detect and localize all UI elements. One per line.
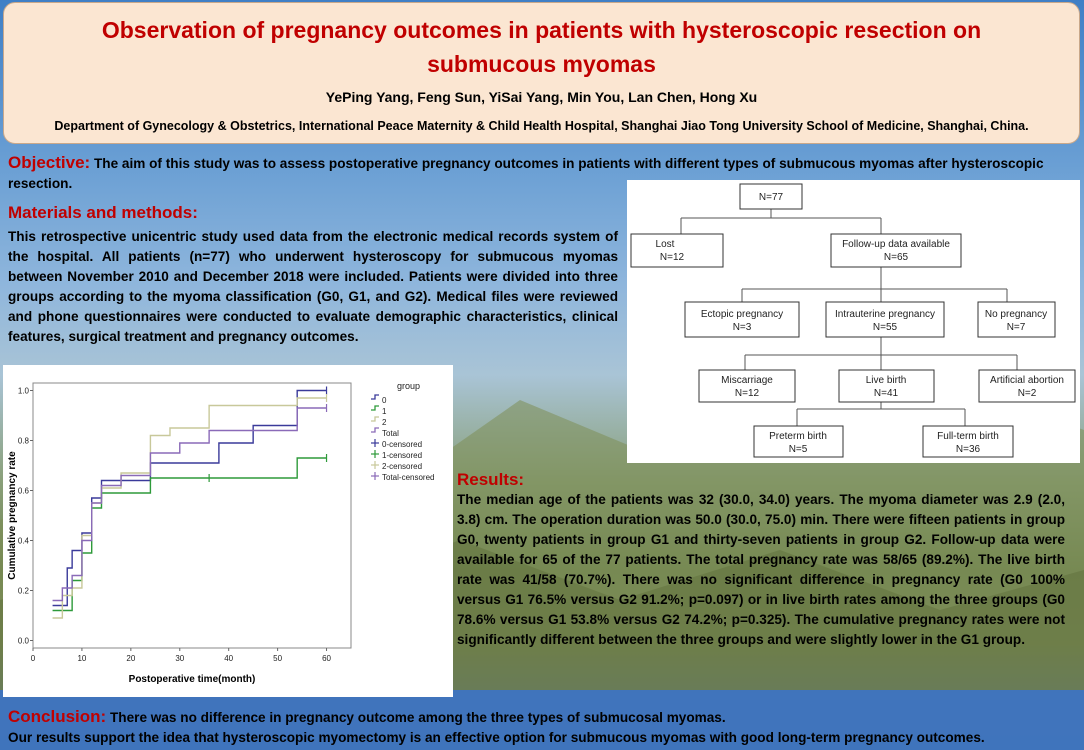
results-heading: Results: [457, 470, 525, 489]
conclusion-heading: Conclusion: [8, 707, 107, 726]
legend-entry: 0 [382, 396, 387, 405]
affiliation: Department of Gynecology & Obstetrics, International Peace Maternity & Child Health Hospital, Shanghai Jiao Tong University School of Medicine, Shanghai, China. [54, 119, 1029, 133]
km-series-Total [53, 408, 327, 601]
objective-text: The aim of this study was to assess postoperative pregnancy outcomes in patients with different types of submucous myomas after hysteroscopic resection. [8, 156, 1044, 191]
km-chart [3, 365, 453, 697]
legend-line-1 [371, 406, 379, 410]
flow-nopreg-label: No pregnancy [984, 309, 1048, 320]
y-axis-label: Cumulative pregnancy rate [7, 451, 18, 580]
flow-miscarriage-label: Miscarriage [721, 375, 773, 386]
flow-ectopic-label: Ectopic pregnancy [700, 309, 784, 320]
x-tick-label: 30 [175, 654, 185, 663]
y-tick-label: 0.6 [17, 486, 29, 496]
flow-fullterm-n: N=36 [955, 444, 981, 455]
legend-line-Total [371, 428, 379, 432]
conclusion-line-1: There was no difference in pregnancy outcome among the three types of submucosal myomas. [110, 710, 726, 725]
flow-ectopic-n: N=3 [732, 322, 752, 333]
legend-entry: 2-censored [382, 462, 423, 471]
methods-text: This retrospective unicentric study used data from the electronic medical records system of the hospital. All patients (n=77) who underwent hysteroscopy for submucous myomas between November 2010 and December 2018 were included. Patients were divided into three groups according to the myoma classification (G0, G1, and G2). Medical files were reviewed and phone questionnaires were conducted to evaluate demographic characteristics, clinical features, surgical treatment and pregnancy outcomes. [8, 229, 618, 344]
flow-preterm-n: N=5 [788, 444, 808, 455]
header-box [3, 2, 1080, 144]
flow-followup-label: Follow-up data available [842, 239, 950, 250]
flow-miscarriage-n: N=12 [734, 388, 760, 399]
x-tick-label: 40 [224, 654, 234, 663]
flow-lost-n: N=12 [659, 252, 685, 263]
flow-root-label: N=77 [758, 192, 784, 203]
legend-entry: 0-censored [382, 440, 423, 449]
y-tick-label: 0.0 [17, 636, 29, 646]
poster-title: Observation of pregnancy outcomes in patients with hysteroscopic resection on submucous myomas [101, 17, 982, 77]
km-chart-panel [3, 365, 453, 697]
x-tick-label: 20 [126, 654, 136, 663]
legend-line-0 [371, 395, 379, 399]
legend-entry: Total [382, 429, 399, 438]
authors: YePing Yang, Feng Sun, YiSai Yang, Min You, Lan Chen, Hong Xu [325, 89, 758, 105]
results-text: The median age of the patients was 32 (30.0, 34.0) years. The myoma diameter was 2.9 (2.0, 3.8) cm. The operation duration was 50.0 (30.0, 75.0) min. There were fifteen patients in group G0, twenty patients in group G1 and thirty-seven patients in group G2. Follow-up data were available for 65 of the 77 patients. The total pregnancy rate was 58/65 (89.2%). The live birth rate was 41/58 (70.7%). There was no significant difference in pregnancy rate (G0 100% versus G1 76.5% versus G2 91.2%; p=0.097) or in live birth rates among the three groups (G0 78.6% versus G1 53.8% versus G2 74.2%; p=0.325). The cumulative pregnancy rates were not significantly different between the three groups and were slightly lower in the G1 group. [457, 492, 1065, 647]
legend-entry: 2 [382, 418, 387, 427]
x-tick-label: 10 [77, 654, 87, 663]
km-series-0 [53, 391, 327, 606]
flow-intrauterine-n: N=55 [872, 322, 898, 333]
flow-intrauterine-label: Intrauterine pregnancy [834, 309, 936, 320]
y-tick-label: 1.0 [17, 386, 29, 396]
flow-lost-label: Lost [655, 239, 675, 250]
y-tick-label: 0.8 [17, 436, 29, 446]
x-tick-label: 50 [273, 654, 283, 663]
flowchart-panel [627, 180, 1080, 463]
flow-abortion-label: Artificial abortion [990, 375, 1064, 386]
flow-abortion-n: N=2 [1017, 388, 1037, 399]
conclusion-section [8, 707, 1078, 748]
flow-livebirth-label: Live birth [865, 375, 907, 386]
y-tick-label: 0.4 [17, 536, 29, 546]
legend-line-2 [371, 417, 379, 421]
flow-livebirth-n: N=41 [873, 388, 899, 399]
flow-fullterm-label: Full-term birth [937, 431, 999, 442]
x-axis-label: Postoperative time(month) [128, 674, 256, 685]
legend-entry: 1 [382, 407, 387, 416]
x-tick-label: 60 [322, 654, 331, 663]
legend-entry: Total-censored [382, 473, 435, 482]
flow-preterm-label: Preterm birth [769, 431, 827, 442]
legend-entry: 1-censored [382, 451, 423, 460]
objective-heading: Objective: [8, 153, 91, 172]
methods-heading: Materials and methods: [8, 203, 198, 222]
flow-nopreg-n: N=7 [1006, 322, 1026, 333]
conclusion-line-2: Our results support the idea that hysteroscopic myomectomy is an effective option for submucous myomas with good long-term pregnancy outcomes. [8, 730, 985, 745]
flowchart [627, 180, 1080, 463]
legend-title: group [397, 381, 421, 391]
flow-followup-n: N=65 [883, 252, 909, 263]
plot-frame [33, 383, 351, 648]
y-tick-label: 0.2 [17, 586, 29, 596]
km-series-1 [53, 458, 327, 611]
x-tick-label: 0 [30, 654, 36, 663]
